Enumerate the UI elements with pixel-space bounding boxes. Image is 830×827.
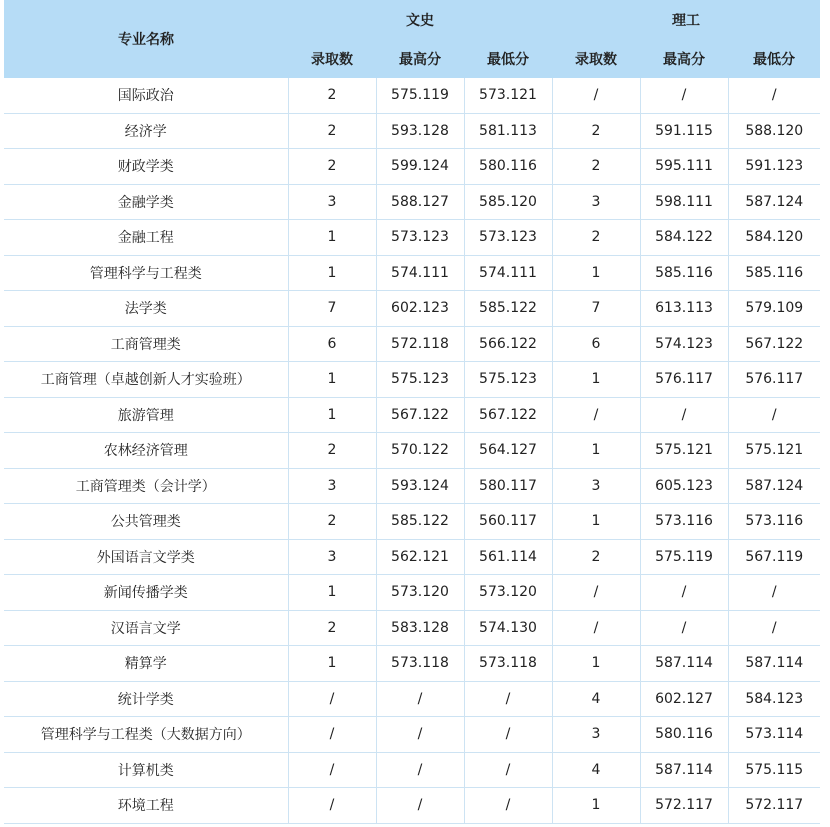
cell-science-admitted: 2 xyxy=(552,113,640,149)
cell-arts-min: 585.120 xyxy=(464,184,552,220)
cell-science-admitted: 1 xyxy=(552,255,640,291)
cell-science-max: / xyxy=(640,575,728,611)
cell-arts-max: 575.123 xyxy=(376,362,464,398)
cell-arts-max: / xyxy=(376,681,464,717)
cell-major-name: 工商管理类 xyxy=(4,326,288,362)
header-arts-min: 最低分 xyxy=(464,40,552,78)
cell-science-min: / xyxy=(728,575,820,611)
header-science-admitted: 录取数 xyxy=(552,40,640,78)
cell-science-min: 573.116 xyxy=(728,504,820,540)
cell-arts-min: 574.111 xyxy=(464,255,552,291)
header-science-min: 最低分 xyxy=(728,40,820,78)
table-row xyxy=(4,149,820,185)
cell-science-admitted: 3 xyxy=(552,717,640,753)
cell-science-max: 598.111 xyxy=(640,184,728,220)
cell-science-min: 575.115 xyxy=(728,752,820,788)
table-row xyxy=(4,717,820,753)
cell-science-max: / xyxy=(640,610,728,646)
cell-science-max: 602.127 xyxy=(640,681,728,717)
cell-science-max: 605.123 xyxy=(640,468,728,504)
table-row xyxy=(4,504,820,540)
cell-arts-min: 560.117 xyxy=(464,504,552,540)
admission-scores-table xyxy=(4,0,820,824)
table-row xyxy=(4,610,820,646)
cell-arts-admitted: 3 xyxy=(288,184,376,220)
cell-arts-min: 585.122 xyxy=(464,291,552,327)
table-row xyxy=(4,433,820,469)
cell-arts-admitted: 2 xyxy=(288,433,376,469)
cell-arts-max: / xyxy=(376,752,464,788)
cell-major-name: 工商管理（卓越创新人才实验班） xyxy=(4,362,288,398)
cell-arts-max: 574.111 xyxy=(376,255,464,291)
cell-science-max: 587.114 xyxy=(640,752,728,788)
table-row xyxy=(4,291,820,327)
cell-arts-admitted: 6 xyxy=(288,326,376,362)
header-group-arts: 文史 xyxy=(288,0,552,40)
cell-arts-min: 567.122 xyxy=(464,397,552,433)
cell-arts-max: 570.122 xyxy=(376,433,464,469)
cell-arts-admitted: 1 xyxy=(288,255,376,291)
cell-science-max: 580.116 xyxy=(640,717,728,753)
cell-arts-min: 573.118 xyxy=(464,646,552,682)
cell-science-admitted: 1 xyxy=(552,433,640,469)
cell-science-min: 584.120 xyxy=(728,220,820,256)
cell-science-max: 587.114 xyxy=(640,646,728,682)
cell-science-max: / xyxy=(640,397,728,433)
cell-science-max: 572.117 xyxy=(640,788,728,824)
cell-arts-admitted: 7 xyxy=(288,291,376,327)
cell-major-name: 统计学类 xyxy=(4,681,288,717)
cell-arts-min: 573.121 xyxy=(464,78,552,113)
cell-arts-min: 575.123 xyxy=(464,362,552,398)
header-major-name: 专业名称 xyxy=(4,0,288,78)
cell-science-admitted: / xyxy=(552,575,640,611)
cell-science-min: 587.124 xyxy=(728,184,820,220)
cell-science-admitted: / xyxy=(552,397,640,433)
cell-arts-admitted: 3 xyxy=(288,468,376,504)
table-row xyxy=(4,78,820,113)
header-arts-max: 最高分 xyxy=(376,40,464,78)
header-science-max: 最高分 xyxy=(640,40,728,78)
cell-arts-admitted: / xyxy=(288,788,376,824)
cell-arts-admitted: 3 xyxy=(288,539,376,575)
cell-arts-admitted: / xyxy=(288,752,376,788)
cell-science-min: / xyxy=(728,610,820,646)
cell-science-admitted: 3 xyxy=(552,468,640,504)
cell-arts-min: / xyxy=(464,681,552,717)
cell-arts-admitted: / xyxy=(288,717,376,753)
cell-science-min: 573.114 xyxy=(728,717,820,753)
cell-arts-admitted: 1 xyxy=(288,397,376,433)
cell-major-name: 工商管理类（会计学） xyxy=(4,468,288,504)
cell-science-min: 585.116 xyxy=(728,255,820,291)
table-row xyxy=(4,113,820,149)
cell-arts-max: 573.120 xyxy=(376,575,464,611)
cell-science-min: 575.121 xyxy=(728,433,820,469)
cell-science-max: / xyxy=(640,78,728,113)
cell-arts-max: 588.127 xyxy=(376,184,464,220)
cell-major-name: 金融工程 xyxy=(4,220,288,256)
cell-science-min: 588.120 xyxy=(728,113,820,149)
cell-science-admitted: 1 xyxy=(552,788,640,824)
header-arts-admitted: 录取数 xyxy=(288,40,376,78)
cell-science-admitted: 2 xyxy=(552,539,640,575)
cell-major-name: 外国语言文学类 xyxy=(4,539,288,575)
cell-arts-max: 573.123 xyxy=(376,220,464,256)
cell-major-name: 汉语言文学 xyxy=(4,610,288,646)
cell-arts-admitted: 2 xyxy=(288,78,376,113)
cell-arts-min: 573.123 xyxy=(464,220,552,256)
table-row xyxy=(4,646,820,682)
cell-arts-max: 573.118 xyxy=(376,646,464,682)
cell-major-name: 法学类 xyxy=(4,291,288,327)
cell-science-admitted: 1 xyxy=(552,646,640,682)
cell-arts-min: 573.120 xyxy=(464,575,552,611)
table-row xyxy=(4,468,820,504)
cell-science-max: 591.115 xyxy=(640,113,728,149)
table-row xyxy=(4,788,820,824)
cell-arts-min: 564.127 xyxy=(464,433,552,469)
table-row xyxy=(4,397,820,433)
cell-arts-admitted: 1 xyxy=(288,220,376,256)
table-row xyxy=(4,184,820,220)
table-row xyxy=(4,681,820,717)
cell-arts-admitted: 2 xyxy=(288,113,376,149)
cell-arts-max: 583.128 xyxy=(376,610,464,646)
cell-science-min: 572.117 xyxy=(728,788,820,824)
cell-arts-max: 575.119 xyxy=(376,78,464,113)
cell-science-min: 576.117 xyxy=(728,362,820,398)
cell-science-min: / xyxy=(728,397,820,433)
cell-arts-min: 574.130 xyxy=(464,610,552,646)
cell-science-min: 579.109 xyxy=(728,291,820,327)
cell-arts-max: 599.124 xyxy=(376,149,464,185)
cell-major-name: 国际政治 xyxy=(4,78,288,113)
cell-arts-admitted: 2 xyxy=(288,149,376,185)
cell-major-name: 新闻传播学类 xyxy=(4,575,288,611)
cell-science-admitted: / xyxy=(552,78,640,113)
cell-science-max: 573.116 xyxy=(640,504,728,540)
cell-major-name: 农林经济管理 xyxy=(4,433,288,469)
cell-arts-min: / xyxy=(464,788,552,824)
cell-arts-admitted: 1 xyxy=(288,362,376,398)
cell-arts-max: 602.123 xyxy=(376,291,464,327)
cell-science-min: 584.123 xyxy=(728,681,820,717)
cell-science-admitted: 7 xyxy=(552,291,640,327)
cell-science-admitted: / xyxy=(552,610,640,646)
table-row xyxy=(4,539,820,575)
cell-science-max: 576.117 xyxy=(640,362,728,398)
cell-arts-max: 593.124 xyxy=(376,468,464,504)
table-row xyxy=(4,255,820,291)
cell-science-admitted: 1 xyxy=(552,504,640,540)
cell-arts-min: 581.113 xyxy=(464,113,552,149)
cell-major-name: 计算机类 xyxy=(4,752,288,788)
cell-arts-max: 585.122 xyxy=(376,504,464,540)
cell-major-name: 管理科学与工程类 xyxy=(4,255,288,291)
table-row xyxy=(4,752,820,788)
cell-science-admitted: 2 xyxy=(552,220,640,256)
cell-science-min: 567.122 xyxy=(728,326,820,362)
cell-science-admitted: 4 xyxy=(552,681,640,717)
cell-science-admitted: 4 xyxy=(552,752,640,788)
header-group-science: 理工 xyxy=(552,0,820,40)
table-row xyxy=(4,575,820,611)
cell-arts-max: / xyxy=(376,788,464,824)
cell-science-max: 585.116 xyxy=(640,255,728,291)
cell-major-name: 旅游管理 xyxy=(4,397,288,433)
cell-science-min: 591.123 xyxy=(728,149,820,185)
cell-arts-max: 593.128 xyxy=(376,113,464,149)
cell-major-name: 经济学 xyxy=(4,113,288,149)
cell-arts-min: / xyxy=(464,752,552,788)
cell-science-max: 575.119 xyxy=(640,539,728,575)
cell-arts-admitted: 2 xyxy=(288,610,376,646)
cell-science-admitted: 2 xyxy=(552,149,640,185)
cell-science-admitted: 6 xyxy=(552,326,640,362)
cell-major-name: 管理科学与工程类（大数据方向） xyxy=(4,717,288,753)
cell-arts-min: 566.122 xyxy=(464,326,552,362)
cell-science-max: 595.111 xyxy=(640,149,728,185)
cell-major-name: 金融学类 xyxy=(4,184,288,220)
cell-science-min: 567.119 xyxy=(728,539,820,575)
table-row xyxy=(4,220,820,256)
cell-arts-min: / xyxy=(464,717,552,753)
cell-arts-min: 580.117 xyxy=(464,468,552,504)
cell-arts-admitted: 2 xyxy=(288,504,376,540)
table-row xyxy=(4,326,820,362)
cell-major-name: 环境工程 xyxy=(4,788,288,824)
cell-science-admitted: 3 xyxy=(552,184,640,220)
cell-arts-admitted: 1 xyxy=(288,646,376,682)
cell-science-max: 575.121 xyxy=(640,433,728,469)
cell-arts-admitted: / xyxy=(288,681,376,717)
cell-major-name: 财政学类 xyxy=(4,149,288,185)
cell-arts-max: 567.122 xyxy=(376,397,464,433)
cell-arts-admitted: 1 xyxy=(288,575,376,611)
table-row xyxy=(4,362,820,398)
cell-arts-min: 561.114 xyxy=(464,539,552,575)
cell-major-name: 精算学 xyxy=(4,646,288,682)
cell-science-min: 587.114 xyxy=(728,646,820,682)
cell-science-min: 587.124 xyxy=(728,468,820,504)
cell-arts-min: 580.116 xyxy=(464,149,552,185)
cell-arts-max: / xyxy=(376,717,464,753)
table-body xyxy=(4,78,820,823)
cell-science-max: 613.113 xyxy=(640,291,728,327)
cell-science-min: / xyxy=(728,78,820,113)
cell-arts-max: 562.121 xyxy=(376,539,464,575)
cell-major-name: 公共管理类 xyxy=(4,504,288,540)
cell-science-max: 584.122 xyxy=(640,220,728,256)
table-header xyxy=(4,0,820,78)
cell-science-admitted: 1 xyxy=(552,362,640,398)
cell-arts-max: 572.118 xyxy=(376,326,464,362)
cell-science-max: 574.123 xyxy=(640,326,728,362)
